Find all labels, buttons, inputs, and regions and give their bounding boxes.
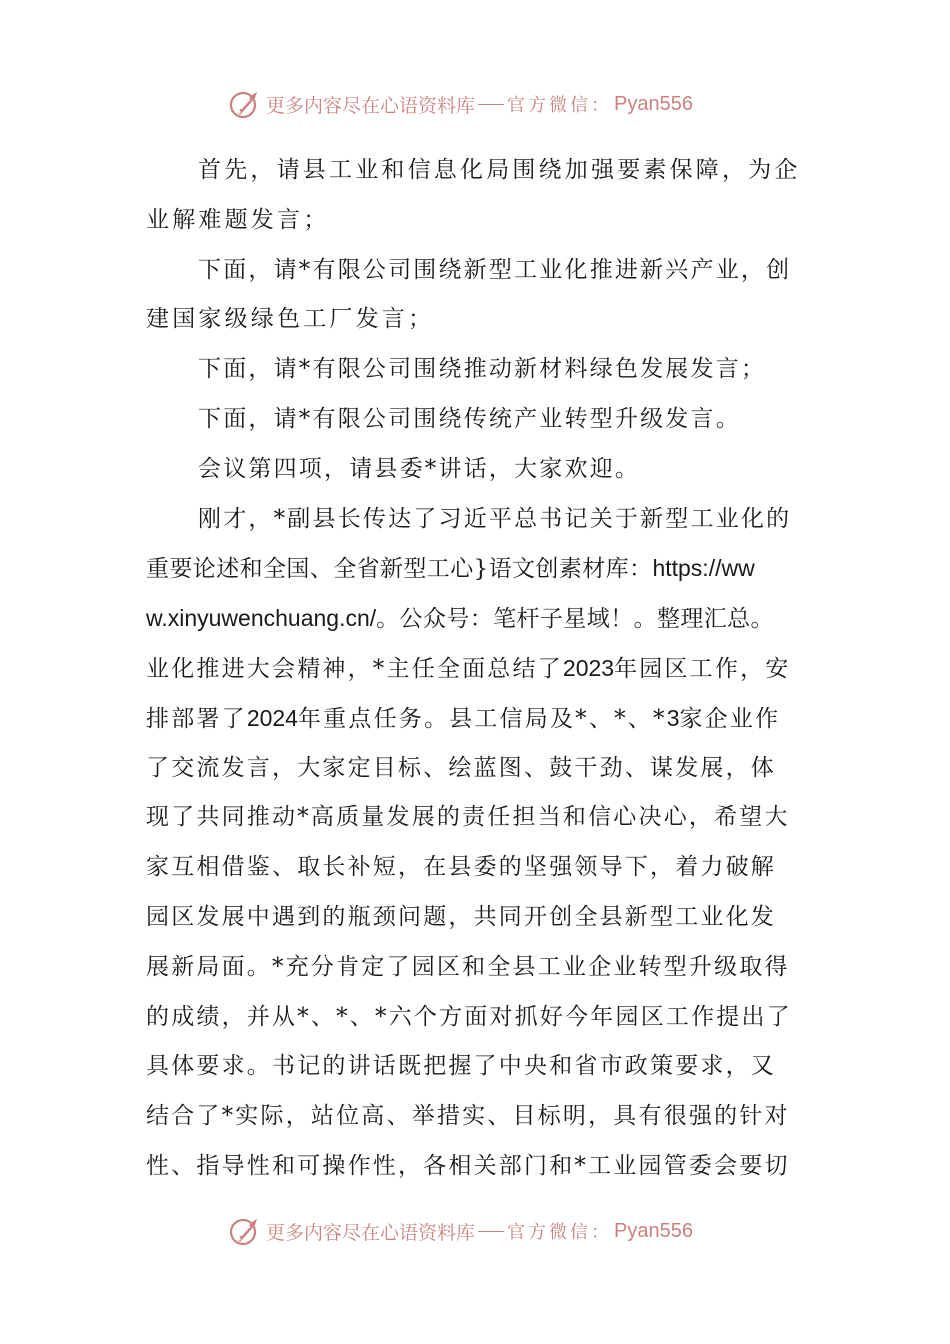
latin-text-run: 3 (666, 704, 680, 731)
banner-wechat-code: Pyan556 (614, 92, 693, 115)
text-line: 园区发展中遇到的瓶颈问题，共同开创全县新型工业化发 (146, 903, 776, 930)
text-line: 排部署了2024年重点任务。县工信局及*、*、*3家企业作 (146, 704, 781, 732)
header-watermark-banner (228, 84, 728, 124)
text-line: 结合了*实际，站位高、举措实、目标明，具有很强的针对 (146, 1103, 790, 1130)
latin-text-run: w.xinyuwenchuang.cn/ (146, 605, 377, 632)
banner-separator (478, 1231, 504, 1232)
text-line: 展新局面。*充分肯定了园区和全县工业企业转型升级取得 (146, 953, 790, 980)
text-line: 下面，请*有限公司围绕推动新材料绿色发展发言； (198, 356, 767, 383)
banner-wechat-code: Pyan556 (614, 1219, 693, 1242)
text-line: 刚才，*副县长传达了习近平总书记关于新型工业化的 (198, 505, 792, 532)
text-line: 重要论述和全国、全省新型工心}语文创素材库：https://ww (146, 555, 755, 583)
banner-label-text: 官方微信： (507, 1222, 613, 1243)
text-line: 性、指导性和可操作性，各相关部门和*工业园管委会要切 (146, 1152, 790, 1179)
text-line: 下面，请*有限公司围绕传统产业转型升级发言。 (198, 405, 741, 432)
text-line: 具体要求。书记的讲话既把握了中央和省市政策要求，又 (146, 1053, 776, 1080)
text-line: 业解难题发言； (146, 206, 330, 233)
text-line: 了交流发言，大家定目标、绘蓝图、鼓干劲、谋发展，体 (146, 754, 776, 781)
text-line: 业化推进大会精神，*主任全面总结了2023年园区工作，安 (146, 654, 791, 682)
text-line: 首先，请县工业和信息化局围绕加强要素保障，为企 (198, 157, 801, 183)
text-line: w.xinyuwenchuang.cn/。公众号：笔杆子星域！。整理汇总。 (146, 605, 774, 633)
pen-nib-logo-icon (228, 87, 262, 121)
banner-label-text: 官方微信： (507, 95, 613, 116)
latin-text-run: 2024 (246, 704, 298, 731)
banner-separator (478, 104, 504, 105)
text-line: 会议第四项，请县委*讲话，大家欢迎。 (198, 455, 641, 482)
text-line: 下面，请*有限公司围绕新型工业化推进新兴产业，创 (198, 256, 792, 283)
text-line: 的成绩，并从*、*、*六个方面对抓好今年园区工作提出了 (146, 1003, 792, 1030)
text-line: 家互相借鉴、取长补短，在县委的坚强领导下，着力破解 (146, 854, 776, 881)
text-line: 现了共同推动*高质量发展的责任担当和信心决心，希望大 (146, 804, 790, 831)
latin-text-run: 2023 (562, 654, 615, 681)
banner-brand-text: 更多内容尽在心语资料库 (266, 94, 476, 117)
latin-text-run: https://ww (652, 555, 755, 582)
footer-watermark-banner (228, 1211, 728, 1251)
pen-nib-logo-icon (228, 1214, 262, 1248)
document-body (146, 146, 816, 1192)
banner-brand-text: 更多内容尽在心语资料库 (266, 1221, 476, 1244)
text-line: 建国家级绿色工厂发言； (146, 306, 435, 333)
